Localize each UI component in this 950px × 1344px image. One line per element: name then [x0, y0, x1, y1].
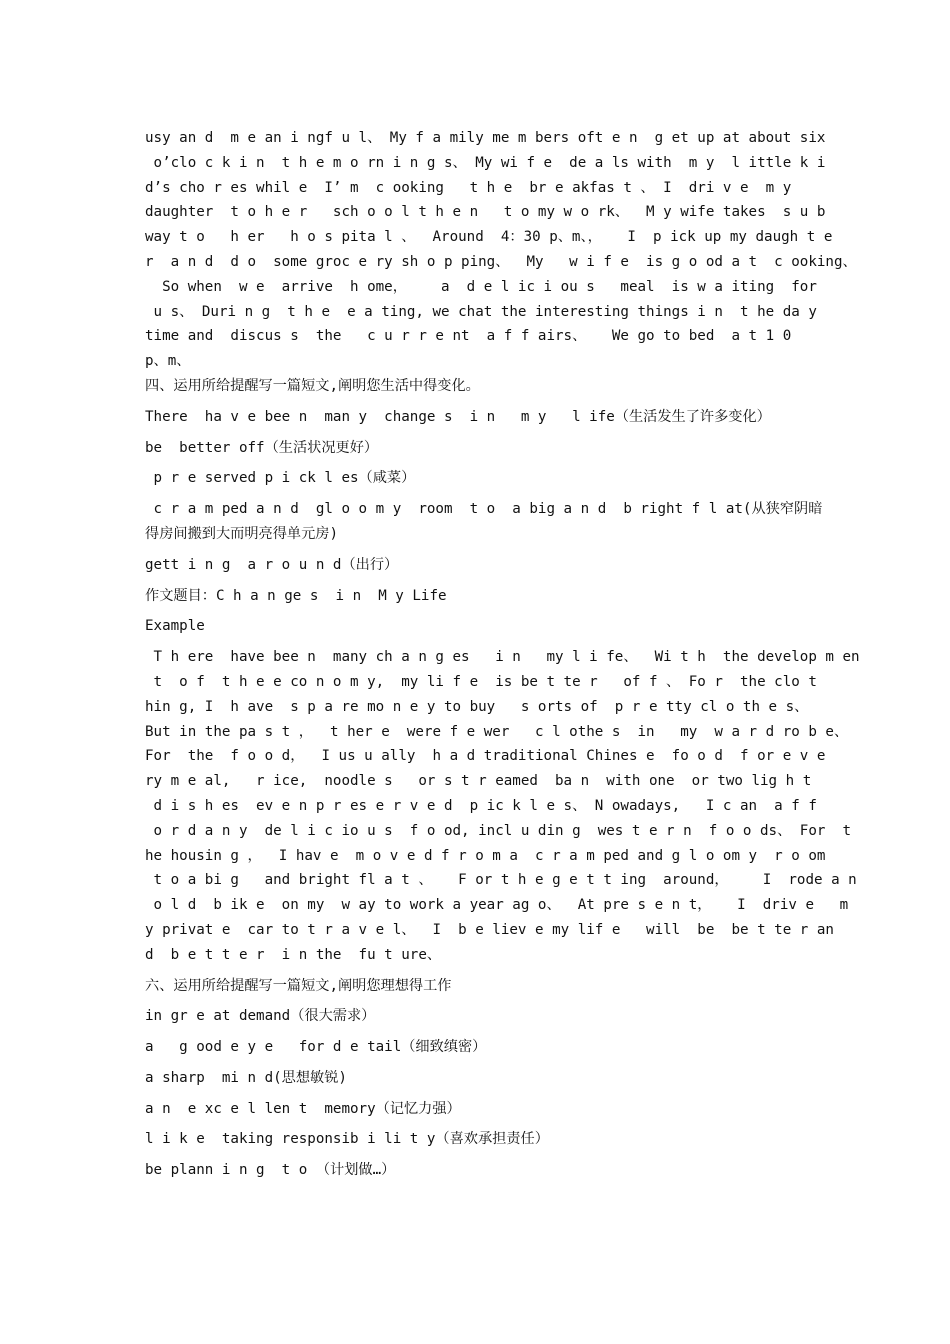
hint-item: p r e served p i ck l es（咸菜） — [145, 470, 416, 487]
example-line: t o a bi g and bright fl a t 、 F or t h e g e t t ing around， I rode a n — [145, 872, 857, 889]
hint-item: be plann i n g t o （计划做…） — [145, 1162, 396, 1179]
example-line: d b e t t e r i n the fu t ure、 — [145, 946, 442, 963]
essay-title: 作文题目：C h a n ge s i n M y Life — [145, 587, 447, 604]
example-paragraph — [145, 645, 860, 967]
example-line: o r d a n y de l i c io u s f o od, incl u din g wes t e r n f o o ds、 For t — [145, 822, 852, 839]
example-line: y privat e car to t r a v e l、 I b e liev e my lif e will be be t te r an — [145, 921, 834, 938]
section4 — [145, 374, 860, 968]
example-line: o l d b ik e on my w ay to work a year ag o、 At pre s e n t， I driv e m — [145, 897, 849, 914]
section3-paragraph — [145, 126, 857, 374]
paragraph-line: way t o h er h o s pita l 、 Around 4：30 p、m、， I p ick up my daugh t e — [145, 229, 833, 246]
hint-item: be better off（生活状况更好） — [145, 439, 379, 456]
paragraph-line: o’clo c k i n t h e m o rn i n g s、 My wi f e de a ls with m y l ittle k i — [145, 154, 826, 171]
section6-heading: 六、运用所给提醒写一篇短文,阐明您理想得工作 — [145, 977, 452, 994]
example-line: d i s h es ev e n p r es e r v e d p ic k l e s、 N owadays, I c an a f f — [145, 797, 817, 814]
example-line: For the f o o d， I us u ally h a d traditional Chines e fo o d f or e v e — [145, 748, 826, 765]
paragraph-line: r a n d d o some groc e ry sh o p ping、 My w i f e is g o od a t c ooking、 — [145, 253, 857, 270]
hint-item: c r a m ped a n d gl o o m y room t o a big a n d b right f l at(从狭窄阴暗 — [145, 501, 823, 518]
hint-item: a g ood e y e for d e tail（细致缜密） — [145, 1039, 487, 1056]
paragraph-line: time and discus s the c u r r e nt a f f airs、 We go to bed a t 1 0 — [145, 328, 800, 345]
paragraph-line: So when w e arrive h ome， a d e l ic i ou s meal is w a iting for — [145, 278, 817, 295]
hint-item: gett i n g a r o u n d（出行） — [145, 556, 399, 573]
paragraph-line: usy an d m e an i ngf u l、 My f a mily me m bers oft e n g et up at about six — [145, 130, 826, 146]
example-line: he housin g ， I hav e m o v e d f r o m a c r a m ped and g l o om y r o om — [145, 847, 826, 864]
document-page — [145, 126, 860, 1189]
paragraph-line: p、m、 — [145, 353, 191, 370]
example-line: ry m e al, r ice, noodle s or s t r eamed ba n with one or two lig h t — [145, 773, 812, 790]
example-line: t o f t h e e co n o m y, my li f e is be t te r of f 、 Fo r the clo t — [145, 673, 817, 690]
hint-item-continued: 得房间搬到大而明亮得单元房) — [145, 525, 338, 542]
paragraph-line: daughter t o h e r sch o o l t h e n t o my w o rk、 M y wife takes s u b — [145, 204, 826, 221]
paragraph-line: u s、 Duri n g t h e e a ting, we chat the interesting things i n t he da y — [145, 303, 817, 320]
paragraph-line: d’s cho r es whil e I’ m c ooking t h e br e akfas t 、 I dri v e m y — [145, 179, 800, 196]
hint-item: a n e xc e l len t memory（记忆力强） — [145, 1100, 461, 1117]
hint-item: There ha v e bee n man y change s i n m y l ife（生活发生了许多变化） — [145, 408, 771, 425]
hint-item: l i k e taking responsib i li t y（喜欢承担责任） — [145, 1131, 549, 1148]
example-line: But in the pa s t ， t her e were f e wer c l othe s in my w a r d ro b e、 — [145, 723, 849, 740]
example-line: T h ere have bee n many ch a n g es i n my l i fe、 Wi t h the develop m en — [145, 649, 860, 666]
hint-item: a sharp mi n d(思想敏锐) — [145, 1069, 347, 1086]
example-line: hin g, I h ave s p a re mo n e y to buy s orts of p r e tty cl o th e s、 — [145, 698, 809, 715]
example-label: Example — [145, 618, 205, 635]
section6 — [145, 974, 810, 1184]
hint-item: in gr e at demand（很大需求） — [145, 1008, 376, 1025]
section4-heading: 四、运用所给提醒写一篇短文,阐明您生活中得变化。 — [145, 377, 480, 394]
